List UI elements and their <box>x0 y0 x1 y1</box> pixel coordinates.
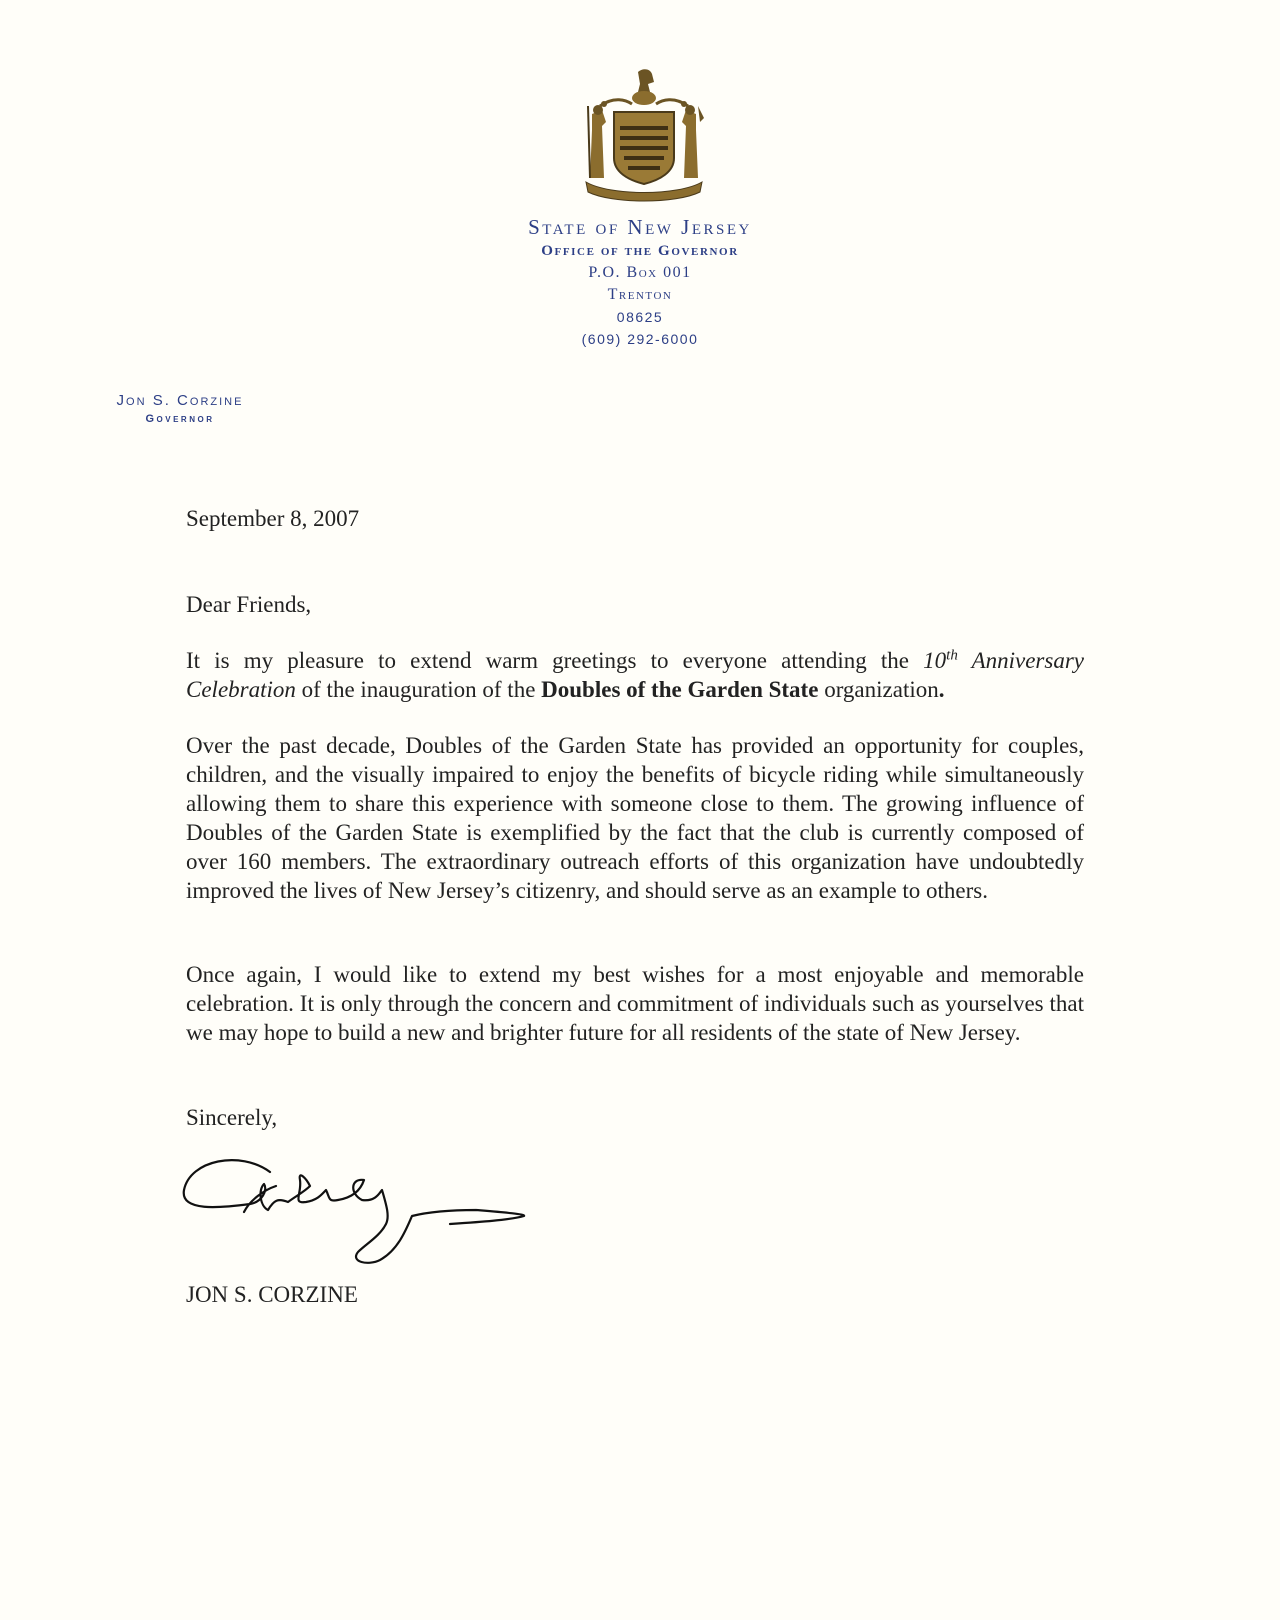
p1-end-punct: . <box>938 677 945 702</box>
governor-name: Jon S. Corzine <box>116 392 244 409</box>
signature-image <box>180 1150 540 1280</box>
p1-text-b: of the inauguration of the <box>295 677 542 702</box>
letter-signer-name: JON S. CORZINE <box>186 1282 358 1307</box>
state-seal-icon <box>580 66 708 206</box>
governor-block <box>95 392 265 425</box>
p1-event-name: Anniversary Celebration <box>186 648 1084 702</box>
p1-organization-name: Doubles of the Garden State <box>541 677 819 702</box>
letterhead-state: State of New Jersey <box>528 215 752 239</box>
p1-text-c: organization <box>818 677 939 702</box>
letter-paragraph-2: Over the past decade, Doubles of the Garden State has provided an opportunity for couples, children, and the visually impaired to enjoy the benefits of bicycle riding while simultaneously allowing them to share this experience with someone close to them. The growing influence of Doubles of the Garden State is exemplified by the fact that the club is currently composed of over 160 members. The extraordinary outreach efforts of this organization have undoubtedly improved the lives of New Jersey’s citizenry, and should serve as an example to others. <box>186 733 1084 903</box>
letter-paragraph-1 <box>186 646 1084 704</box>
letter-salutation: Dear Friends, <box>186 592 312 617</box>
letterhead <box>400 214 880 350</box>
letter-paragraph-3: Once again, I would like to extend my best wishes for a most enjoyable and memorable celebration. It is only through the concern and commitment of individuals such as yourselves that we may hope to build a new and brighter future for all residents of the state of New Jersey. <box>186 962 1084 1045</box>
p1-ordinal-number: 10 <box>923 648 947 673</box>
p1-text-a: It is my pleasure to extend warm greetings to everyone attending the <box>186 648 924 673</box>
letterhead-city: Trenton <box>607 286 673 303</box>
governor-title: Governor <box>145 413 215 425</box>
letterhead-office: Office of the Governor <box>541 243 739 259</box>
letter-date: September 8, 2007 <box>186 506 360 531</box>
letterhead-po-box: P.O. Box 001 <box>588 264 692 281</box>
letter-closing: Sincerely, <box>186 1105 278 1130</box>
letterhead-phone: (609) 292-6000 <box>581 331 699 347</box>
p1-ordinal-suffix: th <box>946 647 958 664</box>
letterhead-zip: 08625 <box>616 309 664 325</box>
